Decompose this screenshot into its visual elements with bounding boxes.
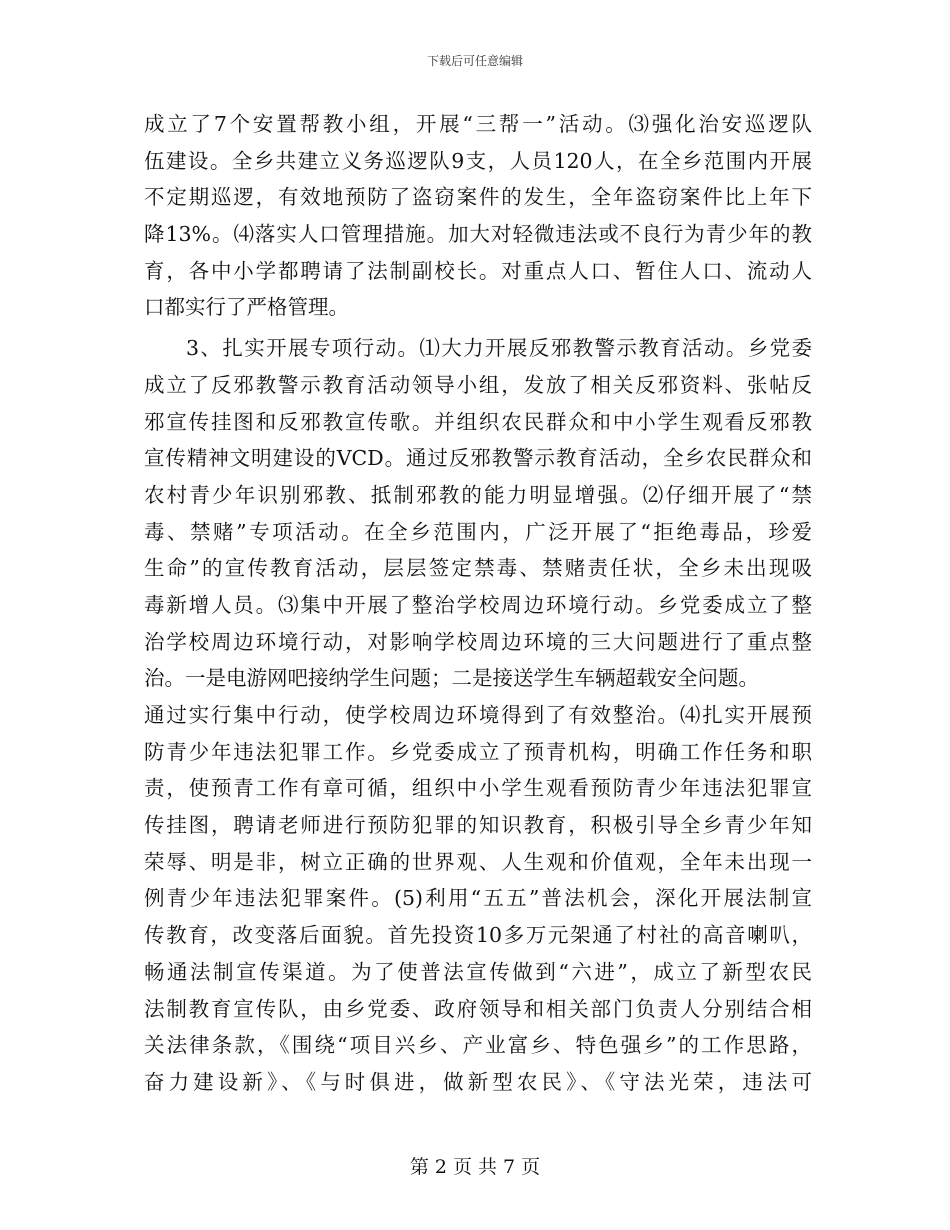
text-line: 邪宣传挂图和反邪教宣传歌。并组织农民群众和中小学生观看反邪教 bbox=[144, 409, 812, 434]
text-line: 治学校周边环境行动，对影响学校周边环境的三大问题进行了重点整 bbox=[144, 629, 812, 654]
text-line: 成立了7个安置帮教小组，开展“三帮一”活动。⑶强化治安巡逻队 bbox=[144, 112, 812, 136]
text-line: 畅通法制宣传渠道。为了使普法宣传做到“六进”，成立了新型农民 bbox=[144, 959, 812, 984]
text-line: 宣传精神文明建设的VCD。通过反邪教警示教育活动，全乡农民群众和 bbox=[144, 446, 812, 471]
text-line: 成立了反邪教警示教育活动领导小组，发放了相关反邪资料、张帖反 bbox=[144, 372, 812, 397]
text-line: 责，使预青工作有章可循，组织中小学生观看预防青少年违法犯罪宣 bbox=[144, 776, 812, 801]
text-line: 伍建设。全乡共建立义务巡逻队9支，人员120人，在全乡范围内开展 bbox=[144, 148, 812, 173]
text-line: 奋力建设新》、《与时俱进，做新型农民》、《守法光荣，违法可 bbox=[144, 1069, 812, 1094]
text-line: 通过实行集中行动，使学校周边环境得到了有效整治。⑷扎实开展预 bbox=[144, 703, 812, 727]
page-number-footer: 第 2 页 共 7 页 bbox=[409, 1156, 541, 1178]
text-line: 生命”的宣传教育活动，层层签定禁毒、禁赌责任状，全乡未出现吸 bbox=[144, 556, 812, 581]
text-line: 传挂图，聘请老师进行预防犯罪的知识教育，积极引导全乡青少年知 bbox=[144, 813, 812, 838]
page-header: 下载后可任意编辑 bbox=[426, 54, 523, 68]
paragraph bbox=[144, 330, 812, 1100]
text-line: 关法律条款，《围绕“项目兴乡、产业富乡、特色强乡”的工作思路， bbox=[144, 1033, 812, 1058]
text-line: 降13%。⑷落实人口管理措施。加大对轻微违法或不良行为青少年的教 bbox=[144, 222, 812, 247]
text-line: 3、扎实开展专项行动。⑴大力开展反邪教警示教育活动。乡党委 bbox=[186, 336, 812, 361]
text-line: 毒、禁赌”专项活动。在全乡范围内，广泛开展了“拒绝毒品，珍爱 bbox=[144, 519, 812, 544]
text-line: 治。一是电游网吧接纳学生问题；二是接送学生车辆超载安全问题。 bbox=[144, 666, 759, 691]
text-line: 防青少年违法犯罪工作。乡党委成立了预青机构，明确工作任务和职 bbox=[144, 739, 812, 764]
text-line: 农村青少年识别邪教、抵制邪教的能力明显增强。⑵仔细开展了“禁 bbox=[144, 482, 812, 507]
document-body bbox=[144, 106, 812, 1101]
text-line: 例青少年违法犯罪案件。(5)利用“五五”普法机会，深化开展法制宣 bbox=[144, 886, 812, 911]
text-line: 口都实行了严格管理。 bbox=[144, 295, 349, 320]
text-line: 传教育，改变落后面貌。首先投资10多万元架通了村社的高音喇叭， bbox=[144, 923, 812, 948]
paragraph bbox=[144, 106, 812, 326]
text-line: 育，各中小学都聘请了法制副校长。对重点人口、暂住人口、流动人 bbox=[144, 258, 812, 283]
text-line: 不定期巡逻，有效地预防了盗窃案件的发生，全年盗窃案件比上年下 bbox=[144, 185, 812, 210]
text-line: 法制教育宣传队，由乡党委、政府领导和相关部门负责人分别结合相 bbox=[144, 996, 812, 1021]
text-line: 荣辱、明是非，树立正确的世界观、人生观和价值观，全年未出现一 bbox=[144, 849, 812, 874]
text-line: 毒新增人员。⑶集中开展了整治学校周边环境行动。乡党委成立了整 bbox=[144, 592, 812, 617]
